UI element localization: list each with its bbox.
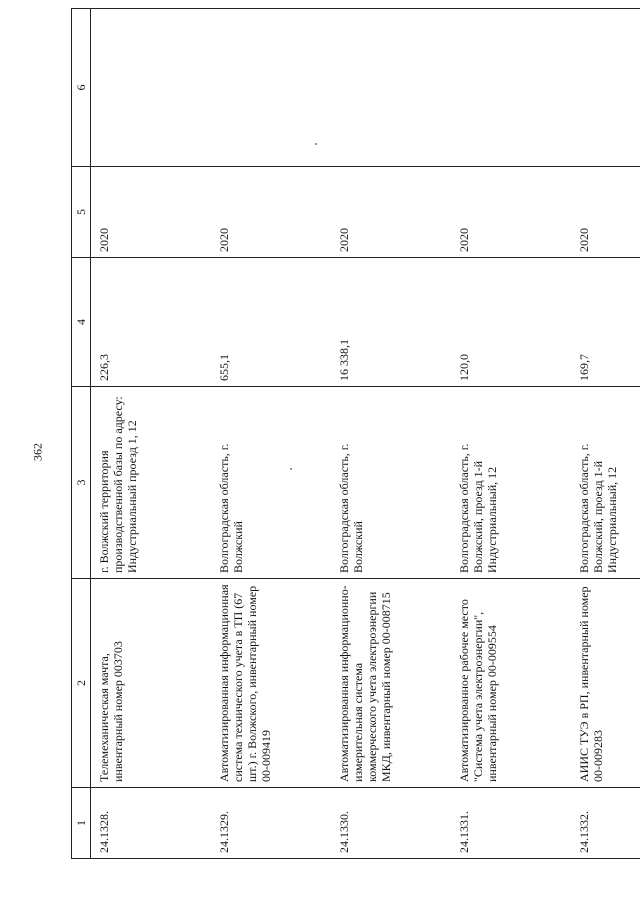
asset-address: Волгоградская область, г. Волжский	[211, 387, 331, 579]
table-row	[451, 9, 571, 859]
asset-name: Автоматизированная информационная система технического учета в ТП (67 шт.) г. Волжского, инвентарный номер 00-009419	[211, 579, 331, 788]
asset-name: Автоматизированная информационно-измерительная система коммерческого учета электроэнергии МКД, инвентарный номер 00-008715	[331, 579, 451, 788]
table-row	[571, 9, 640, 859]
asset-address: Волгоградская область, г. Волжский, проезд 1-й Индустриальный, 12	[571, 387, 640, 579]
property-table	[71, 8, 640, 859]
asset-address: Волгоградская область, г. Волжский	[331, 387, 451, 579]
column-header-5: 5	[72, 167, 91, 258]
asset-note	[91, 9, 212, 167]
column-header-2: 2	[72, 579, 91, 788]
scan-speck	[315, 143, 317, 145]
asset-year: 2020	[211, 167, 331, 258]
column-header-3: 3	[72, 387, 91, 579]
asset-value: 16 338,1	[331, 258, 451, 387]
asset-year: 2020	[331, 167, 451, 258]
asset-year: 2020	[451, 167, 571, 258]
asset-name: АИИС ТУЭ в РП, инвентарный номер 00-009283	[571, 579, 640, 788]
asset-note	[451, 9, 571, 167]
asset-value: 226,3	[91, 258, 212, 387]
row-number: 24.1331.	[451, 788, 571, 859]
row-number: 24.1330.	[331, 788, 451, 859]
asset-note	[211, 9, 331, 167]
asset-value: 120,0	[451, 258, 571, 387]
asset-name: Автоматизированное рабочее место "Система учета электроэнергии", инвентарный номер 00-009554	[451, 579, 571, 788]
table-row	[331, 9, 451, 859]
table-row	[91, 9, 212, 859]
asset-year: 2020	[571, 167, 640, 258]
page-number: 362	[30, 443, 45, 461]
header-row	[72, 9, 91, 859]
asset-address: г. Волжский территория производственной базы по адресу: Индустриальный проезд 1, 12	[91, 387, 212, 579]
asset-year: 2020	[91, 167, 212, 258]
asset-name: Телемеханическая мачта, инвентарный номер 003703	[91, 579, 212, 788]
column-header-6: 6	[72, 9, 91, 167]
asset-note	[571, 9, 640, 167]
asset-value: 655,1	[211, 258, 331, 387]
property-table-wrapper	[71, 63, 619, 859]
asset-address: Волгоградская область, г. Волжский, проезд 1-й Индустриальный, 12	[451, 387, 571, 579]
scan-speck	[290, 468, 292, 470]
column-header-4: 4	[72, 258, 91, 387]
asset-value: 169,7	[571, 258, 640, 387]
row-number: 24.1329.	[211, 788, 331, 859]
table-row	[211, 9, 331, 859]
row-number: 24.1332.	[571, 788, 640, 859]
column-header-1: 1	[72, 788, 91, 859]
row-number: 24.1328.	[91, 788, 212, 859]
asset-note	[331, 9, 451, 167]
